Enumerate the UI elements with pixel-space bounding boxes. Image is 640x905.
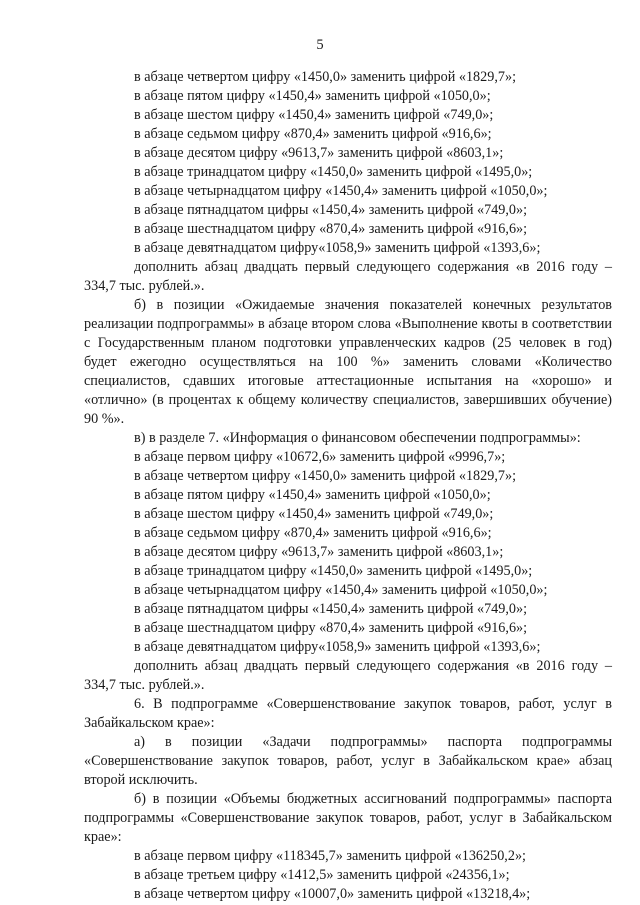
paragraph: в абзаце шестнадцатом цифру «870,4» заменить цифрой «916,6»;	[134, 620, 528, 636]
paragraph: в абзаце десятом цифру «9613,7» заменить цифрой «8603,1»;	[134, 544, 504, 560]
paragraph: а) в позиции «Задачи подпрограммы» паспорта подпрограммы «Совершенствование закупок товаров, работ, услуг в Забайкальском крае» абзац второй исключить.	[84, 734, 612, 788]
paragraph: дополнить абзац двадцать первый следующего содержания «в 2016 году – 334,7 тыс. рублей.».	[84, 259, 612, 294]
paragraph: в абзаце тринадцатом цифру «1450,0» заменить цифрой «1495,0»;	[134, 563, 533, 579]
paragraph: в абзаце четвертом цифру «10007,0» заменить цифрой «13218,4»;	[134, 886, 531, 902]
paragraph: в абзаце пятом цифру «1450,4» заменить цифрой «1050,0»;	[134, 487, 491, 503]
paragraph: в абзаце пятнадцатом цифры «1450,4» заменить цифрой «749,0»;	[134, 601, 528, 617]
paragraph: в абзаце шестнадцатом цифру «870,4» заменить цифрой «916,6»;	[134, 221, 528, 237]
paragraph: в абзаце четырнадцатом цифру «1450,4» заменить цифрой «1050,0»;	[134, 582, 548, 598]
paragraph: дополнить абзац двадцать первый следующего содержания «в 2016 году – 334,7 тыс. рублей.».	[84, 658, 612, 693]
paragraph: в абзаце шестом цифру «1450,4» заменить цифрой «749,0»;	[134, 506, 494, 522]
paragraph: в) в разделе 7. «Информация о финансовом обеспечении подпрограммы»:	[134, 430, 581, 446]
paragraph: в абзаце четырнадцатом цифру «1450,4» заменить цифрой «1050,0»;	[134, 183, 548, 199]
paragraph: в абзаце тринадцатом цифру «1450,0» заменить цифрой «1495,0»;	[134, 164, 533, 180]
paragraph: в абзаце седьмом цифру «870,4» заменить цифрой «916,6»;	[134, 126, 492, 142]
paragraph: в абзаце первом цифру «10672,6» заменить цифрой «9996,7»;	[134, 449, 506, 465]
page-number: 5	[316, 37, 324, 53]
paragraph: б) в позиции «Объемы бюджетных ассигнований подпрограммы» паспорта подпрограммы «Совершенствование закупок товаров, работ, услуг в Забайкальском крае»:	[84, 791, 612, 845]
paragraph: 6. В подпрограмме «Совершенствование закупок товаров, работ, услуг в Забайкальском крае»:	[84, 696, 612, 731]
paragraph: в абзаце четвертом цифру «1450,0» заменить цифрой «1829,7»;	[134, 468, 517, 484]
paragraph: в абзаце пятнадцатом цифры «1450,4» заменить цифрой «749,0»;	[134, 202, 528, 218]
paragraph: в абзаце пятом цифру «1450,4» заменить цифрой «1050,0»;	[134, 88, 491, 104]
paragraph: в абзаце девятнадцатом цифру«1058,9» заменить цифрой «1393,6»;	[134, 240, 541, 256]
paragraph: в абзаце четвертом цифру «1450,0» заменить цифрой «1829,7»;	[134, 69, 517, 85]
paragraph: в абзаце первом цифру «118345,7» заменить цифрой «136250,2»;	[134, 848, 526, 864]
document-body	[84, 68, 612, 904]
paragraph: в абзаце десятом цифру «9613,7» заменить цифрой «8603,1»;	[134, 145, 504, 161]
paragraph: в абзаце седьмом цифру «870,4» заменить цифрой «916,6»;	[134, 525, 492, 541]
paragraph: в абзаце девятнадцатом цифру«1058,9» заменить цифрой «1393,6»;	[134, 639, 541, 655]
paragraph: в абзаце третьем цифру «1412,5» заменить цифрой «24356,1»;	[134, 867, 510, 883]
paragraph: в абзаце шестом цифру «1450,4» заменить цифрой «749,0»;	[134, 107, 494, 123]
paragraph: б) в позиции «Ожидаемые значения показателей конечных результатов реализации подпрограммы» в абзаце втором слова «Выполнение квоты в соответствии с Государственным планом подготовки управленческих кадров (25 человек в год) будет ежегодно осуществляться на 100 %» заменить словами «Количество специалистов, сдавших итоговые аттестационные испытания на «хорошо» и «отлично» (в процентах к общему количеству специалистов, завершивших обучение) 90 %».	[84, 297, 612, 427]
